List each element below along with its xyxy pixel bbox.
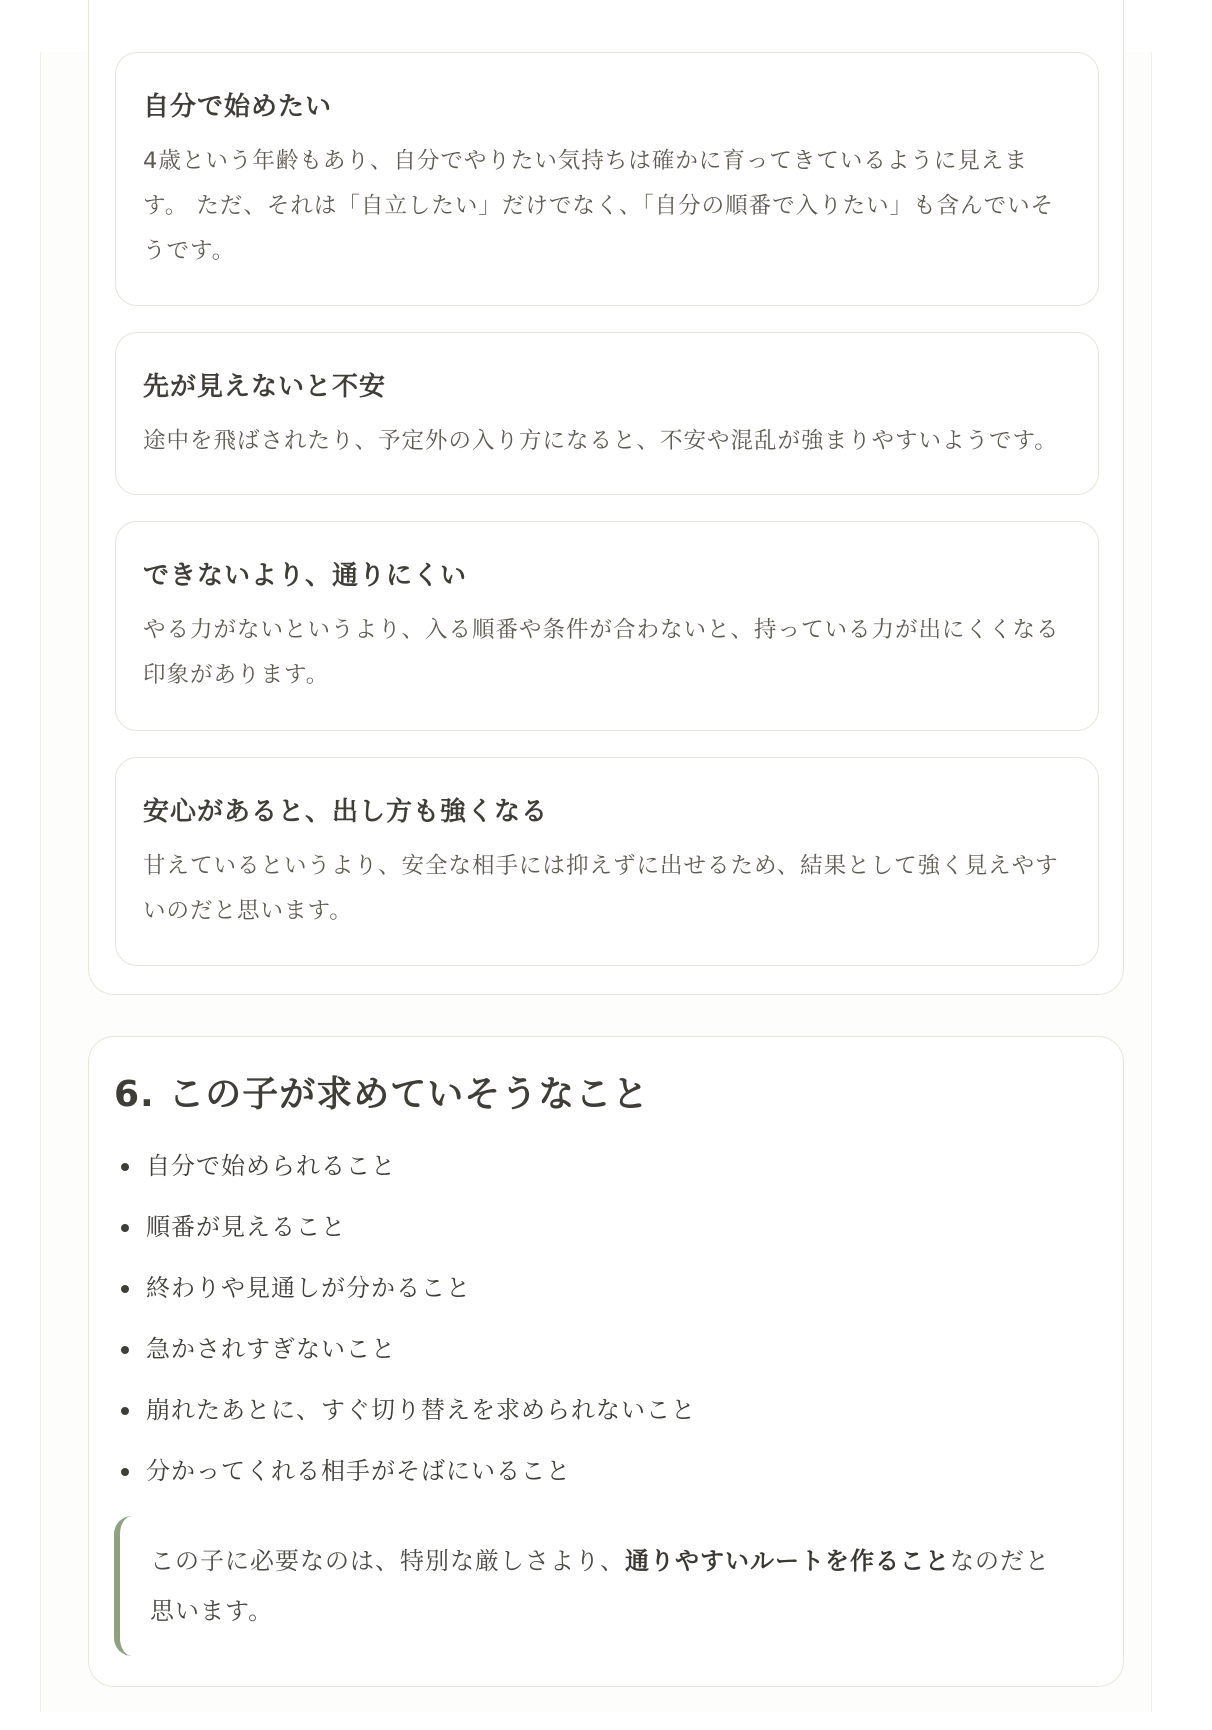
section-heading: 6. この子が求めていそうなこと	[114, 1074, 650, 1115]
quote-text-before: この子に必要なのは、特別な厳しさより、	[150, 1547, 625, 1575]
bullet-icon	[121, 1285, 129, 1293]
list-item	[146, 1197, 696, 1258]
list-item-text: 終わりや見通しが分かること	[146, 1274, 471, 1302]
list-item	[146, 1136, 696, 1197]
quote-emphasis: 通りやすいルートを作ること	[625, 1547, 950, 1575]
insight-card-body: 途中を飛ばされたり、予定外の入り方になると、不安や混乱が強まりやすいようです。	[143, 428, 1058, 454]
needs-list	[146, 1136, 696, 1502]
insight-card-title: 安心があると、出し方も強くなる	[143, 797, 549, 827]
list-item-text: 順番が見えること	[146, 1213, 346, 1241]
list-item	[146, 1258, 696, 1319]
list-item	[146, 1380, 696, 1441]
list-item	[146, 1441, 696, 1502]
list-item-text: 分かってくれる相手がそばにいること	[146, 1457, 571, 1485]
bullet-icon	[121, 1163, 129, 1171]
insight-card	[115, 521, 1099, 731]
bullet-icon	[121, 1224, 129, 1232]
insight-card-body: やる力がないというより、入る順番や条件が合わないと、持っている力が出にくくなる印象があります。	[143, 617, 1060, 688]
bullet-icon	[121, 1346, 129, 1354]
bullet-icon	[121, 1407, 129, 1415]
list-item-text: 自分で始められること	[146, 1152, 396, 1180]
summary-quote	[114, 1516, 1072, 1656]
insight-card-title: 自分で始めたい	[143, 92, 333, 122]
insight-card-title: できないより、通りにくい	[143, 561, 468, 591]
insight-card-body: 4歳という年齢もあり、自分でやりたい気持ちは確かに育ってきているように見えます。 ただ、それは「自立したい」だけでなく、「自分の順番で入りたい」も含んでいそうです。	[143, 148, 1055, 264]
quote-text-after: なのだと思います。	[150, 1547, 1050, 1625]
insight-card	[115, 52, 1099, 306]
list-item-text: 崩れたあとに、すぐ切り替えを求められないこと	[146, 1396, 696, 1424]
bullet-icon	[121, 1468, 129, 1476]
insight-card-body: 甘えているというより、安全な相手には抑えずに出せるため、結果として強く見えやすいのだと思います。	[143, 853, 1059, 924]
list-item-text: 急かされすぎないこと	[146, 1335, 396, 1363]
insight-card	[115, 332, 1099, 495]
list-item	[146, 1319, 696, 1380]
insight-card	[115, 757, 1099, 966]
insight-card-title: 先が見えないと不安	[143, 372, 387, 402]
